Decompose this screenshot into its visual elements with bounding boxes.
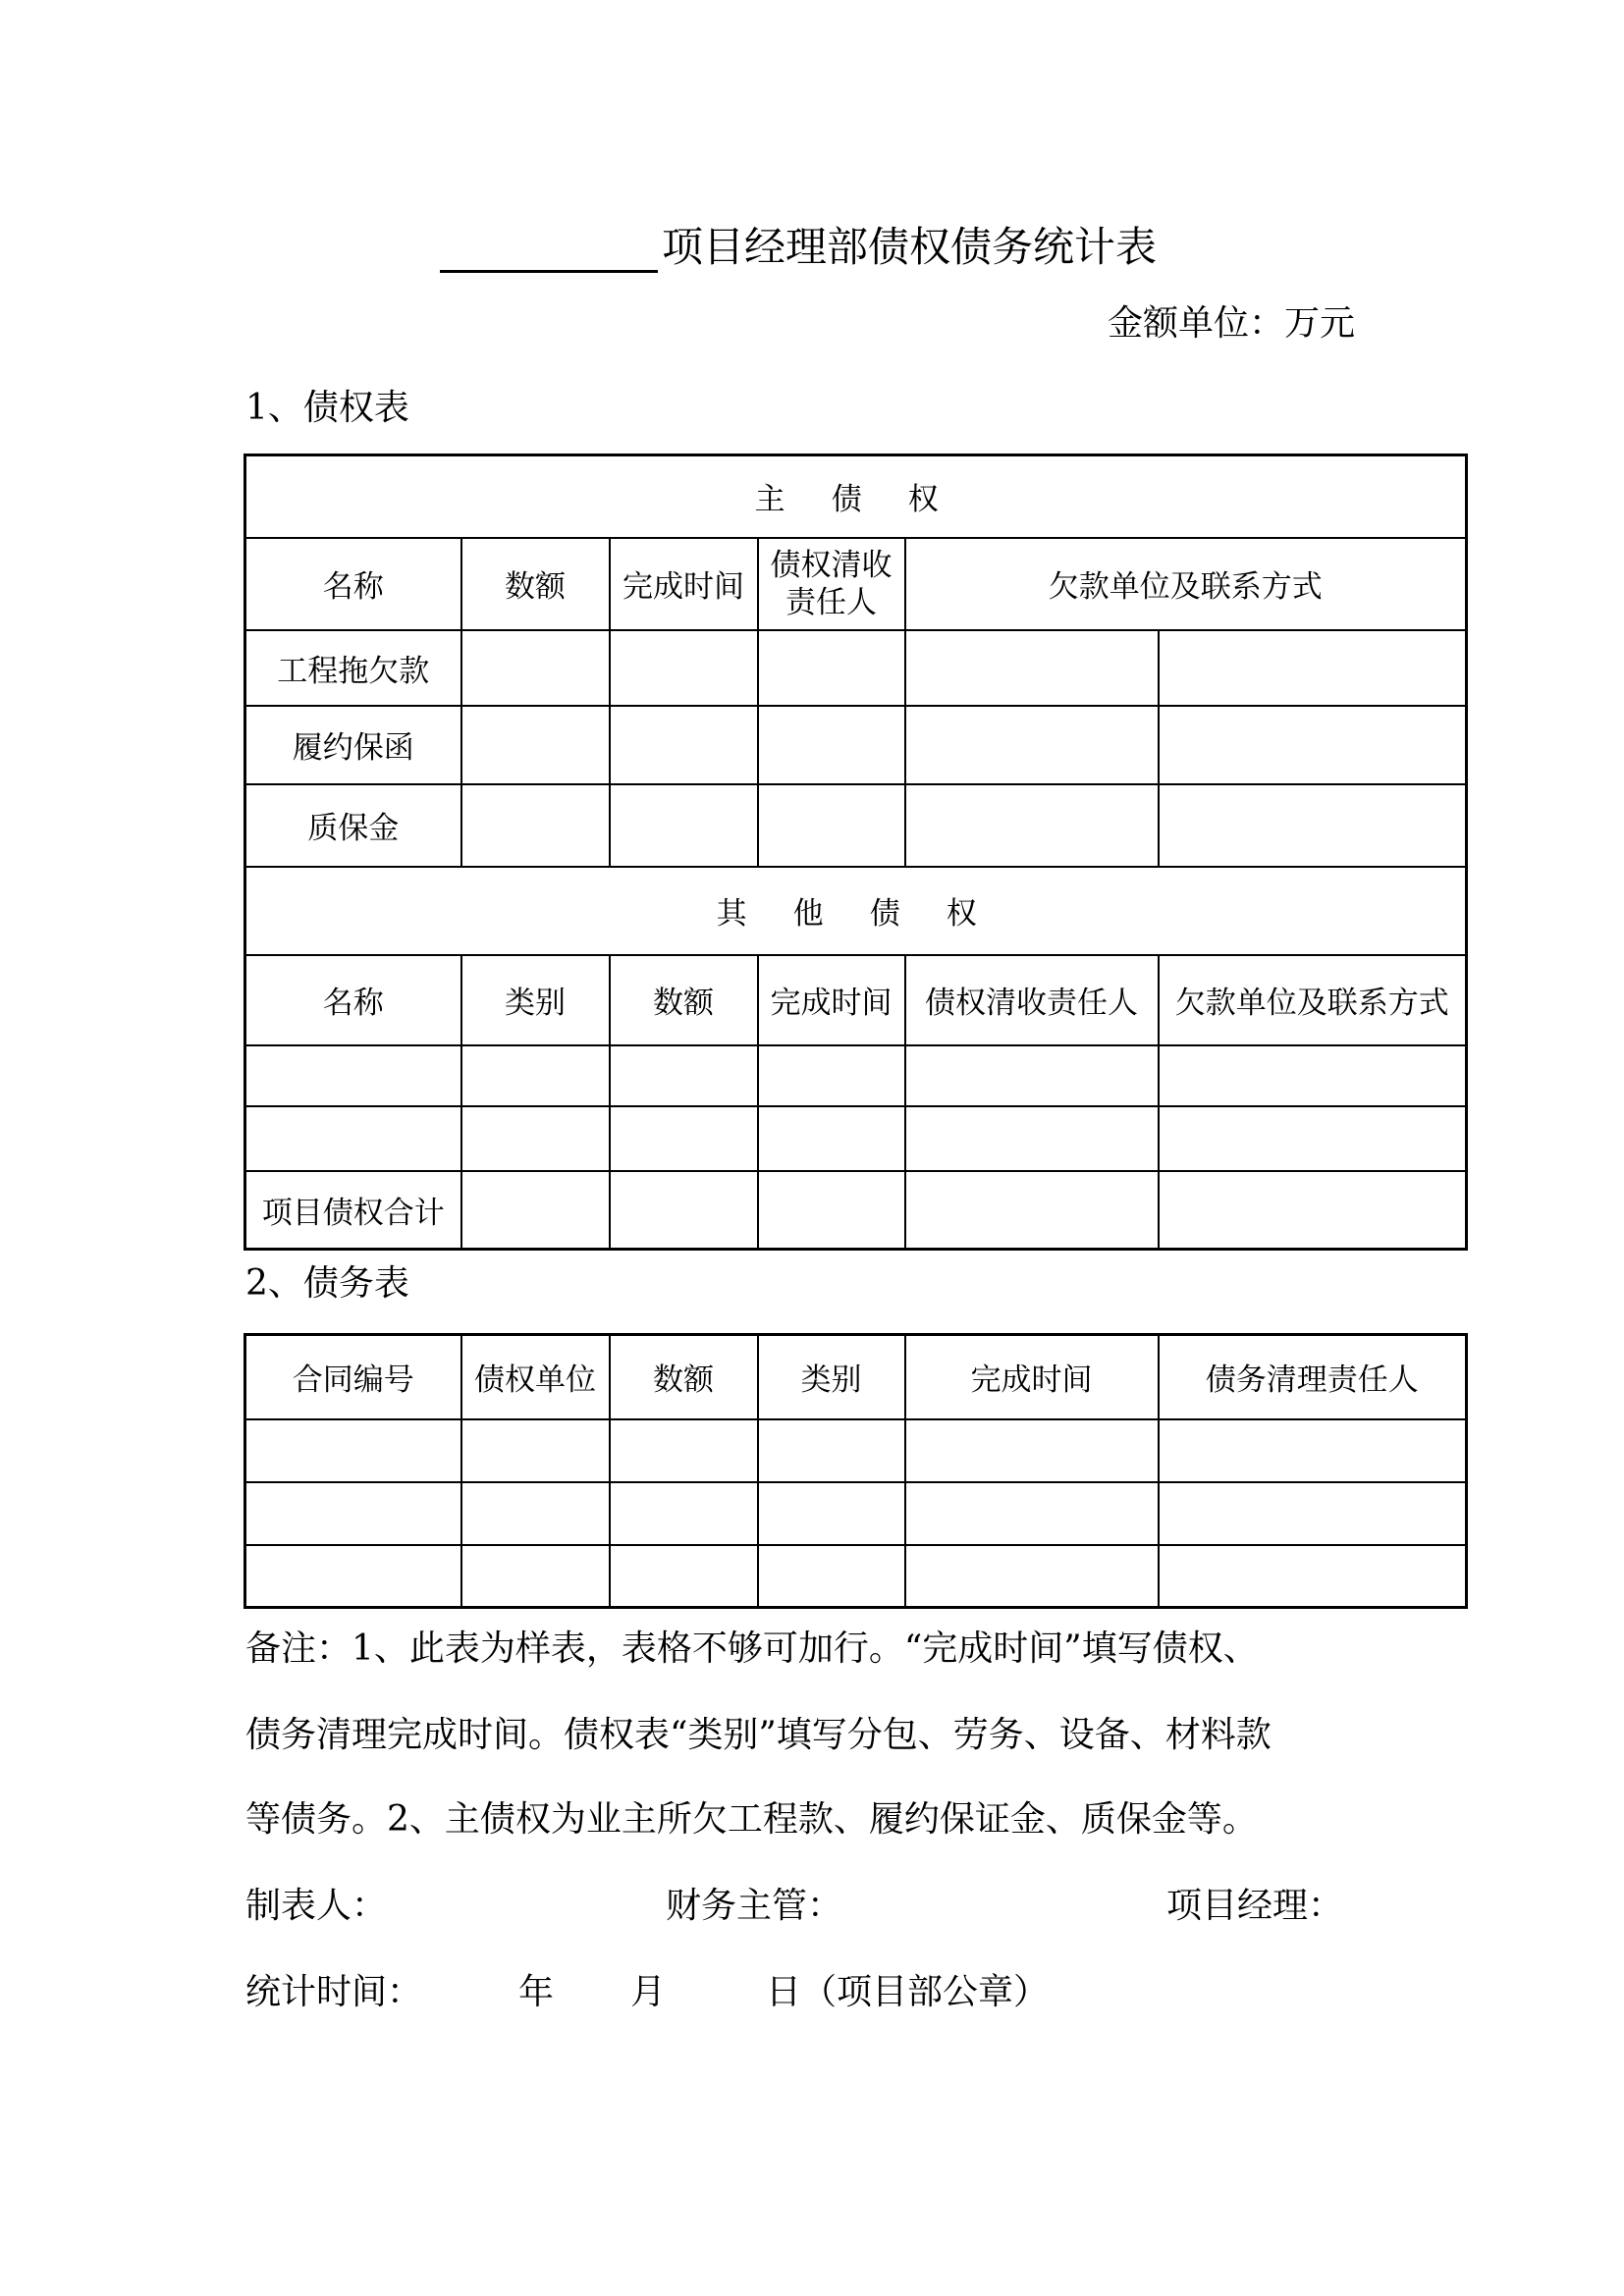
table-cell[interactable]: [905, 1045, 1159, 1106]
table-cell[interactable]: [758, 706, 905, 784]
table-row: [245, 1545, 1467, 1608]
col-header-creditor: 债权单位: [461, 1335, 610, 1419]
main-credit-heading-row: [245, 455, 1467, 538]
other-credit-heading-row: [245, 867, 1467, 955]
credit-table: [244, 454, 1468, 1251]
table-cell[interactable]: [1159, 1106, 1467, 1171]
col-header-name: 名称: [245, 955, 461, 1045]
amount-unit: 金额单位：万元: [1108, 303, 1356, 344]
col-header-category: 类别: [758, 1335, 905, 1419]
table-cell[interactable]: [461, 1482, 610, 1545]
col-header-category: 类别: [461, 955, 610, 1045]
stat-time-label: 统计时间：: [245, 1972, 423, 2012]
table-cell[interactable]: [1159, 784, 1467, 867]
table-cell[interactable]: [758, 784, 905, 867]
note-line-2: 债务清理完成时间。债权表“类别”填写分包、劳务、设备、材料款: [245, 1715, 1272, 1755]
table-cell[interactable]: [461, 1106, 610, 1171]
project-manager-label: 项目经理：: [1166, 1886, 1344, 1926]
row-label-performance-guarantee: 履约保函: [245, 706, 461, 784]
title-blank-line[interactable]: [440, 219, 658, 273]
debt-table: [244, 1333, 1468, 1609]
col-header-name: 名称: [245, 538, 461, 630]
year-label: 年: [518, 1972, 555, 2012]
document-title: [440, 210, 1157, 273]
table-cell[interactable]: [461, 1545, 610, 1608]
debt-header-row: [245, 1335, 1467, 1419]
table-cell[interactable]: [905, 1106, 1159, 1171]
table-cell[interactable]: [610, 1171, 758, 1250]
table-cell[interactable]: [758, 1106, 905, 1171]
main-credit-heading: 主 债 权: [245, 455, 1467, 538]
col-header-amount: 数额: [461, 538, 610, 630]
table-cell[interactable]: [758, 1419, 905, 1482]
total-row: [245, 1171, 1467, 1250]
table-row: [245, 1419, 1467, 1482]
table-cell[interactable]: [461, 630, 610, 706]
table-cell[interactable]: [905, 630, 1159, 706]
table-cell[interactable]: [245, 1106, 461, 1171]
table-row: [245, 1106, 1467, 1171]
section-heading-credits: 1、债权表: [245, 388, 409, 428]
table-cell[interactable]: [245, 1482, 461, 1545]
section-heading-debts: 2、债务表: [245, 1263, 409, 1304]
table-cell[interactable]: [758, 1171, 905, 1250]
table-cell[interactable]: [905, 784, 1159, 867]
day-seal-label: 日（项目部公章）: [766, 1972, 1050, 2012]
month-label: 月: [630, 1972, 667, 2012]
col-header-collector: 债权清收责任人: [758, 538, 905, 630]
table-cell[interactable]: [610, 1545, 758, 1608]
table-cell[interactable]: [1159, 1419, 1467, 1482]
table-cell[interactable]: [610, 630, 758, 706]
col-header-contract-no: 合同编号: [245, 1335, 461, 1419]
table-cell[interactable]: [1159, 630, 1467, 706]
table-cell[interactable]: [461, 1045, 610, 1106]
table-cell[interactable]: [905, 1482, 1159, 1545]
table-row: [245, 706, 1467, 784]
other-credit-header-row: [245, 955, 1467, 1045]
col-header-amount: 数额: [610, 955, 758, 1045]
table-cell[interactable]: [905, 1171, 1159, 1250]
table-cell[interactable]: [758, 1482, 905, 1545]
main-credit-header-row: [245, 538, 1467, 630]
table-cell[interactable]: [245, 1045, 461, 1106]
table-cell[interactable]: [610, 784, 758, 867]
table-row: [245, 1045, 1467, 1106]
finance-supervisor-label: 财务主管：: [666, 1886, 843, 1926]
table-cell[interactable]: [245, 1419, 461, 1482]
col-header-debtor-contact: 欠款单位及联系方式: [905, 538, 1467, 630]
table-cell[interactable]: [461, 1171, 610, 1250]
table-cell[interactable]: [461, 784, 610, 867]
table-cell[interactable]: [610, 1106, 758, 1171]
row-label-total-credits: 项目债权合计: [245, 1171, 461, 1250]
maker-label: 制表人：: [245, 1886, 388, 1926]
table-cell[interactable]: [1159, 1171, 1467, 1250]
table-cell[interactable]: [610, 1419, 758, 1482]
row-label-retention: 质保金: [245, 784, 461, 867]
col-header-debtor-contact: 欠款单位及联系方式: [1159, 955, 1467, 1045]
col-header-complete-time: 完成时间: [610, 538, 758, 630]
col-header-complete-time: 完成时间: [905, 1335, 1159, 1419]
table-cell[interactable]: [1159, 1545, 1467, 1608]
table-cell[interactable]: [758, 630, 905, 706]
other-credit-heading: 其 他 债 权: [245, 867, 1467, 955]
table-cell[interactable]: [905, 706, 1159, 784]
title-text: 项目经理部债权债务统计表: [662, 223, 1158, 271]
table-cell[interactable]: [905, 1419, 1159, 1482]
table-cell[interactable]: [758, 1545, 905, 1608]
table-row: [245, 630, 1467, 706]
table-row: [245, 784, 1467, 867]
col-header-settlement-person: 债务清理责任人: [1159, 1335, 1467, 1419]
note-line-3: 等债务。2、主债权为业主所欠工程款、履约保证金、质保金等。: [245, 1799, 1258, 1840]
table-cell[interactable]: [245, 1545, 461, 1608]
table-cell[interactable]: [905, 1545, 1159, 1608]
table-row: [245, 1482, 1467, 1545]
col-header-amount: 数额: [610, 1335, 758, 1419]
table-cell[interactable]: [461, 1419, 610, 1482]
table-cell[interactable]: [461, 706, 610, 784]
col-header-collector: 债权清收责任人: [905, 955, 1159, 1045]
table-cell[interactable]: [1159, 706, 1467, 784]
row-label-overdue-payment: 工程拖欠款: [245, 630, 461, 706]
table-cell[interactable]: [758, 1045, 905, 1106]
col-header-complete-time: 完成时间: [758, 955, 905, 1045]
table-cell[interactable]: [1159, 1045, 1467, 1106]
table-cell[interactable]: [610, 1482, 758, 1545]
table-cell[interactable]: [610, 706, 758, 784]
table-cell[interactable]: [610, 1045, 758, 1106]
note-line-1: 备注：1、此表为样表，表格不够可加行。“完成时间”填写债权、: [245, 1629, 1259, 1669]
table-cell[interactable]: [1159, 1482, 1467, 1545]
